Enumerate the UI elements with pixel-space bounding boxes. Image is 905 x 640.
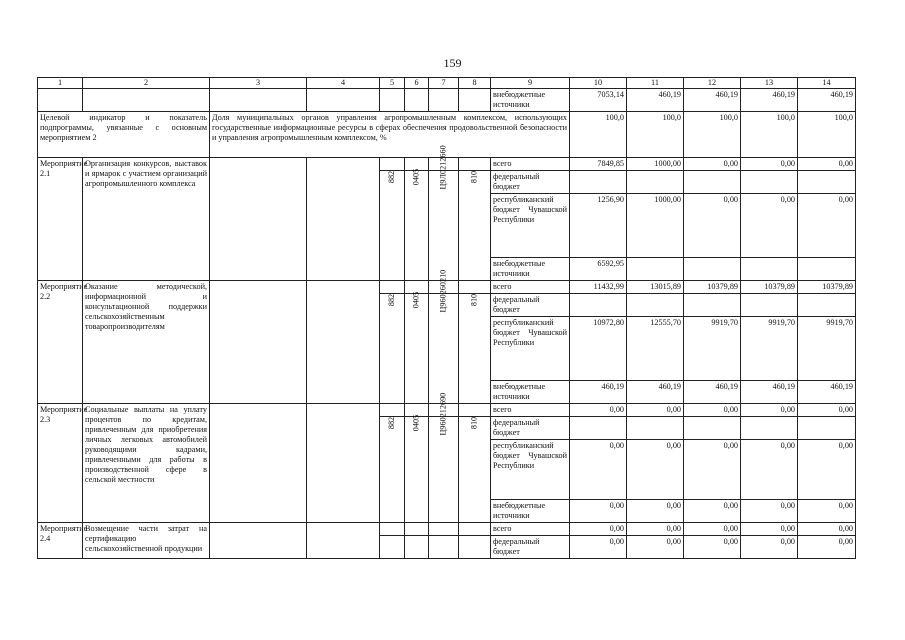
value-cell — [627, 171, 684, 194]
col-header: 6 — [405, 78, 429, 89]
source-label: республиканский бюджет Чувашской Республики — [491, 194, 570, 258]
value-cell — [570, 294, 627, 317]
measure-id: Мероприятие 2.2 — [38, 281, 83, 404]
value-cell: 0,00 — [570, 523, 627, 536]
value-cell: 0,00 — [798, 536, 856, 559]
value-cell: 460,19 — [684, 381, 741, 404]
source-label: внебюджетные источники — [491, 500, 570, 523]
value-cell — [684, 417, 741, 440]
value-cell — [627, 294, 684, 317]
value-cell: 460,19 — [741, 381, 798, 404]
value-cell: 0,00 — [684, 523, 741, 536]
value-cell: 0,00 — [741, 500, 798, 523]
code-cell — [405, 414, 429, 523]
value-cell — [570, 417, 627, 440]
measure-name: Организация конкурсов, выставок и ярмарок с участием организаций агропромышленного комплекса — [83, 158, 210, 281]
value-cell: 460,19 — [741, 89, 798, 112]
value-cell: 0,00 — [684, 440, 741, 500]
col-header: 4 — [307, 78, 380, 89]
value-cell — [627, 417, 684, 440]
value-cell: 460,19 — [627, 381, 684, 404]
value-cell: 0,00 — [570, 500, 627, 523]
col-header: 11 — [627, 78, 684, 89]
page-number: 159 — [443, 56, 462, 70]
target-code: Ц960260210 — [438, 269, 448, 313]
value-cell: 0,00 — [627, 536, 684, 559]
col-header: 1 — [38, 78, 83, 89]
value-cell: 0,00 — [798, 523, 856, 536]
source-label: федеральный бюджет — [491, 536, 570, 559]
code-cell — [459, 417, 491, 523]
value-cell: 12555,70 — [627, 317, 684, 381]
value-cell: 1256,90 — [570, 194, 627, 258]
indicator-description: Доля муниципальных органов управления агропромышленным комплексом, использующих государственные информационные ресурсы в сферах обеспечения продовольственной безопасности и управления агропромышленным комплексом, % — [210, 112, 570, 158]
value-cell: 0,00 — [798, 500, 856, 523]
measure-id: Мероприятие 2.4 — [38, 523, 83, 559]
value-cell: 100,0 — [627, 112, 684, 158]
value-cell: 100,0 — [570, 112, 627, 158]
value-cell: 0,00 — [798, 194, 856, 258]
value-cell — [684, 294, 741, 317]
value-cell: 0,00 — [627, 500, 684, 523]
expense-type-code: 810 — [469, 416, 479, 430]
col-header: 3 — [210, 78, 307, 89]
value-cell: 0,00 — [798, 440, 856, 500]
value-cell: 0,00 — [684, 404, 741, 417]
source-label: республиканский бюджет Чувашской Республики — [491, 440, 570, 500]
value-cell: 0,00 — [684, 500, 741, 523]
source-label: внебюджетные источники — [491, 381, 570, 404]
value-cell: 460,19 — [570, 381, 627, 404]
code-cell — [459, 294, 491, 404]
source-label: внебюджетные источники — [491, 258, 570, 281]
code-cell — [429, 269, 459, 404]
value-cell: 0,00 — [741, 536, 798, 559]
value-cell: 0,00 — [741, 404, 798, 417]
value-cell: 460,19 — [798, 89, 856, 112]
code-cell — [380, 171, 405, 281]
col-header: 7 — [429, 78, 459, 89]
value-cell — [627, 258, 684, 281]
value-cell: 100,0 — [741, 112, 798, 158]
source-label: внебюджетные источники — [491, 89, 570, 112]
col-header: 10 — [570, 78, 627, 89]
section-code: 0405 — [411, 414, 421, 432]
col-header: 2 — [83, 78, 210, 89]
col-header: 14 — [798, 78, 856, 89]
source-label: федеральный бюджет — [491, 417, 570, 440]
value-cell: 7849,85 — [570, 158, 627, 171]
value-cell — [798, 171, 856, 194]
value-cell: 0,00 — [798, 404, 856, 417]
value-cell — [684, 171, 741, 194]
value-cell: 0,00 — [627, 440, 684, 500]
value-cell — [798, 417, 856, 440]
code-cell — [429, 145, 459, 281]
table-row — [38, 89, 856, 112]
value-cell: 1000,00 — [627, 194, 684, 258]
value-cell: 0,00 — [570, 536, 627, 559]
value-cell: 0,00 — [741, 523, 798, 536]
value-cell: 0,00 — [627, 404, 684, 417]
value-cell: 0,00 — [684, 158, 741, 171]
value-cell: 6592,95 — [570, 258, 627, 281]
col-header: 9 — [491, 78, 570, 89]
code-cell — [459, 171, 491, 281]
indicator-label: Целевой индикатор и показатель подпрограммы, увязанные с основным мероприятием 2 — [38, 112, 210, 158]
value-cell: 460,19 — [798, 381, 856, 404]
value-cell: 460,19 — [627, 89, 684, 112]
value-cell: 0,00 — [741, 194, 798, 258]
value-cell: 10379,89 — [684, 281, 741, 294]
value-cell — [741, 258, 798, 281]
value-cell: 10379,89 — [798, 281, 856, 294]
measure-name: Социальные выплаты на уплату процентов по кредитам, привлеченным для приобретения личных легковых автомобилей руководящими кадрами, привлеченными для работы в производственной сфере в сельской местности — [83, 404, 210, 523]
value-cell: 1000,00 — [627, 158, 684, 171]
measure-name: Возмещение части затрат на сертификацию сельскохозяйственной продукции — [83, 523, 210, 559]
value-cell — [741, 417, 798, 440]
value-cell — [741, 294, 798, 317]
source-label: всего — [491, 158, 570, 171]
expense-type-code: 810 — [469, 293, 479, 307]
col-header: 5 — [380, 78, 405, 89]
source-label: всего — [491, 404, 570, 417]
grbs-code: 882 — [387, 170, 396, 184]
col-header: 13 — [741, 78, 798, 89]
section-code: 0405 — [411, 291, 421, 309]
value-cell — [741, 171, 798, 194]
value-cell — [798, 294, 856, 317]
value-cell: 460,19 — [684, 89, 741, 112]
value-cell: 0,00 — [741, 158, 798, 171]
value-cell: 0,00 — [798, 158, 856, 171]
value-cell: 9919,70 — [798, 317, 856, 381]
code-cell — [380, 417, 405, 523]
value-cell — [684, 258, 741, 281]
table-row — [38, 523, 856, 536]
col-header: 8 — [459, 78, 491, 89]
value-cell: 7053,14 — [570, 89, 627, 112]
measure-id: Мероприятие 2.3 — [38, 404, 83, 523]
value-cell — [570, 171, 627, 194]
target-code: Ц960212690 — [438, 392, 448, 436]
value-cell: 10379,89 — [741, 281, 798, 294]
value-cell: 11432,99 — [570, 281, 627, 294]
target-code: Ц9Л0212660 — [438, 145, 448, 190]
grbs-code: 882 — [387, 416, 396, 430]
code-cell — [380, 294, 405, 404]
value-cell: 0,00 — [684, 536, 741, 559]
value-cell: 9919,70 — [684, 317, 741, 381]
code-cell — [405, 168, 429, 281]
value-cell: 100,0 — [684, 112, 741, 158]
expense-type-code: 810 — [469, 170, 479, 184]
source-label: республиканский бюджет Чувашской Республики — [491, 317, 570, 381]
source-label: федеральный бюджет — [491, 294, 570, 317]
section-code: 0405 — [411, 168, 421, 186]
source-label: федеральный бюджет — [491, 171, 570, 194]
value-cell: 0,00 — [741, 440, 798, 500]
source-label: всего — [491, 281, 570, 294]
value-cell: 0,00 — [684, 194, 741, 258]
code-cell — [405, 291, 429, 404]
col-header: 12 — [684, 78, 741, 89]
value-cell — [798, 258, 856, 281]
value-cell: 100,0 — [798, 112, 856, 158]
value-cell: 0,00 — [570, 440, 627, 500]
measure-id: Мероприятие 2.1 — [38, 158, 83, 281]
value-cell: 13015,89 — [627, 281, 684, 294]
code-cell — [429, 392, 459, 523]
value-cell: 0,00 — [570, 404, 627, 417]
value-cell: 9919,70 — [741, 317, 798, 381]
value-cell: 10972,80 — [570, 317, 627, 381]
budget-table — [37, 77, 856, 559]
header-row — [38, 78, 856, 89]
value-cell: 0,00 — [627, 523, 684, 536]
source-label: всего — [491, 523, 570, 536]
grbs-code: 882 — [387, 293, 396, 307]
measure-name: Оказание методической, информационной и консультационной поддержки сельскохозяйственным товаропроизводителям — [83, 281, 210, 404]
